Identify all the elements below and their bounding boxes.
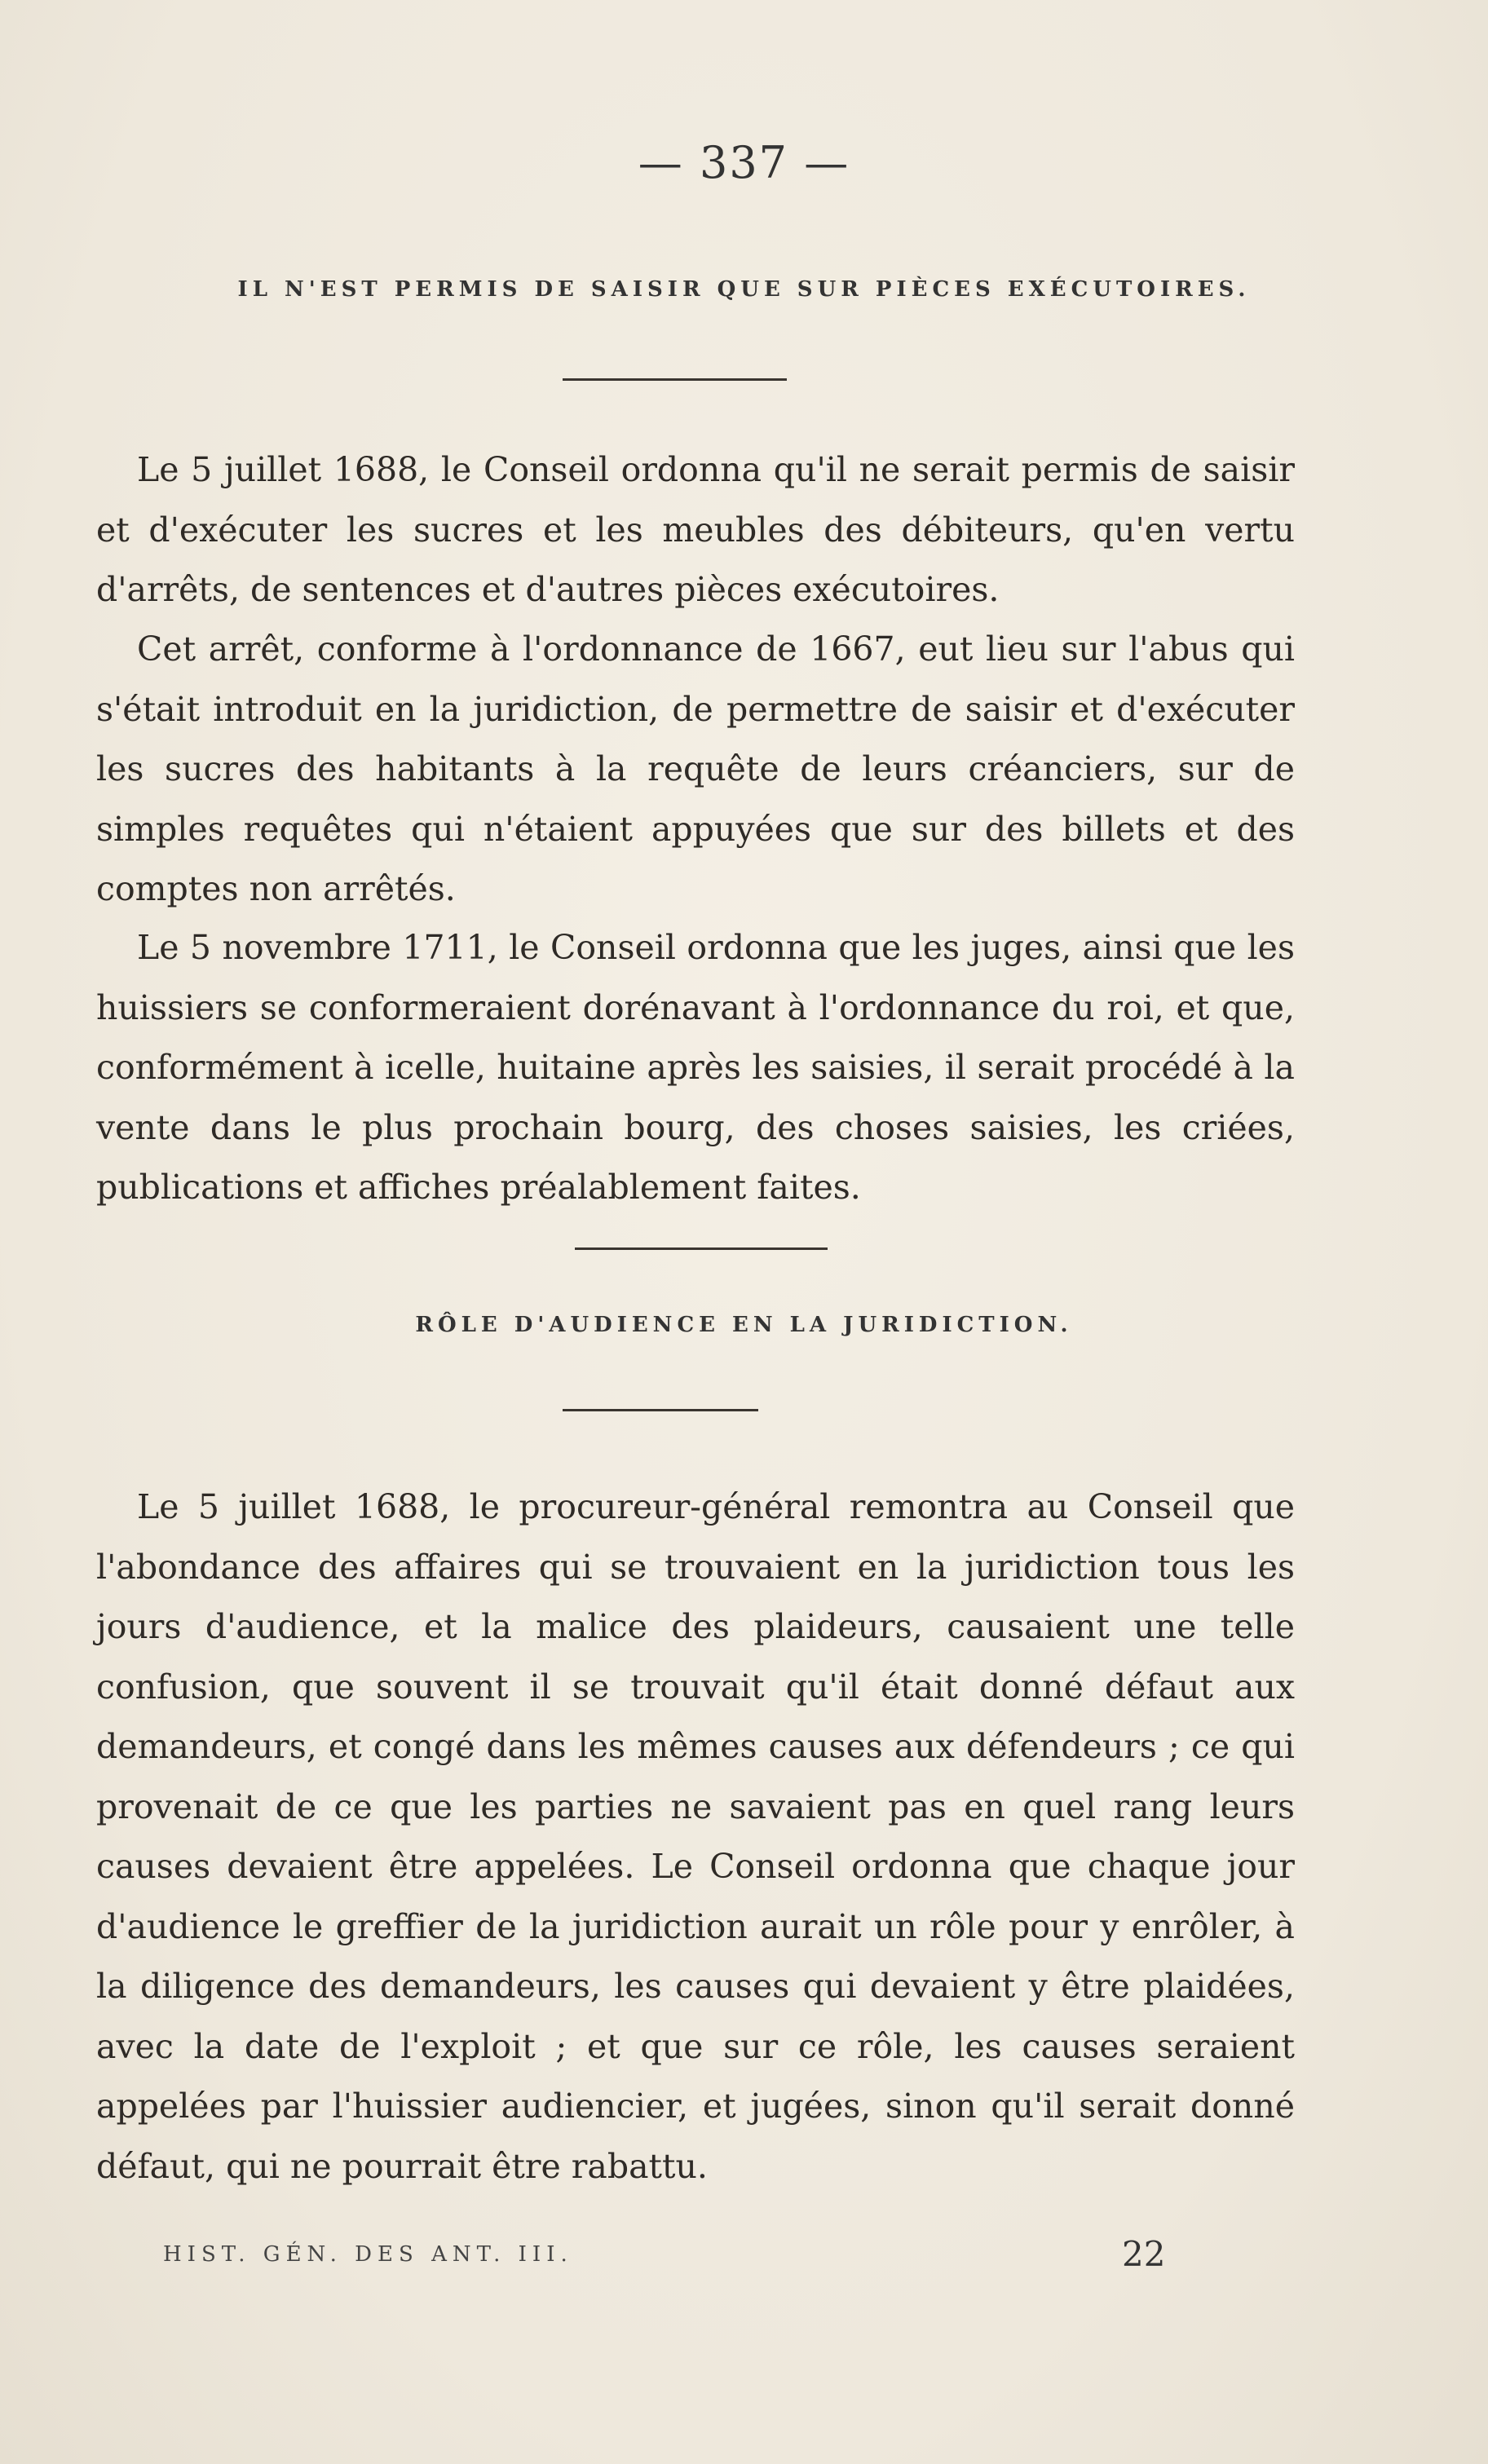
printer-signature: HIST. GÉN. DES ANT. III. — [163, 2242, 573, 2267]
paragraph: Le 5 novembre 1711, le Conseil ordonna que les juges, ainsi que les huissiers se conformeraient dorénavant à l'ordonnance du roi, et que, conformément à icelle, huitaine après les saisies, il serait procédé à la vente dans le plus prochain bourg, des choses saisies, les criées, publications et affiches préalablement faites. — [96, 928, 1295, 1207]
section-heading-saisie: IL N'EST PERMIS DE SAISIR QUE SUR PIÈCES EXÉCUTOIRES. — [237, 277, 1251, 302]
sheet-number: 22 — [1122, 2234, 1166, 2274]
section-divider — [563, 378, 787, 381]
section-heading-role-audience: RÔLE D'AUDIENCE EN LA JURIDICTION. — [415, 1313, 1073, 1337]
paragraph: Le 5 juillet 1688, le procureur-général remontra au Conseil que l'abondance des affaires qui se trouvaient en la juridiction tous les jours d'audience, et la malice des plaideurs, causaient une telle confusion, que souvent il se trouvait qu'il était donné défaut aux demandeurs, et congé dans les mêmes causes aux défendeurs ; ce qui provenait de ce que les parties ne savaient pas en quel rang leurs causes devaient être appelées. Le Conseil ordonna que chaque jour d'audience le greffier de la juridiction aurait un rôle pour y enrôler, à la diligence des demandeurs, les causes qui devaient y être plaidées, avec la date de l'exploit ; et que sur ce rôle, les causes seraient appelées par l'huissier audiencier, et jugées, sinon qu'il serait donné défaut, qui ne pourrait être rabattu. — [96, 1487, 1295, 2186]
section-divider — [563, 1409, 758, 1411]
page-number: — 337 — — [638, 137, 850, 188]
section-divider — [575, 1247, 828, 1250]
paragraph: Le 5 juillet 1688, le Conseil ordonna qu'il ne serait permis de saisir et d'exécuter les sucres et les meubles des débiteurs, qu'en vertu d'arrêts, de sentences et d'autres pièces exécutoires. — [96, 450, 1295, 609]
paragraph: Cet arrêt, conforme à l'ordonnance de 1667, eut lieu sur l'abus qui s'était introduit en la juridiction, de permettre de saisir et d'exécuter les sucres des habitants à la requête de leurs créanciers, sur de simples requêtes qui n'étaient appuyées que sur des billets et des comptes non arrêtés. — [96, 629, 1295, 908]
